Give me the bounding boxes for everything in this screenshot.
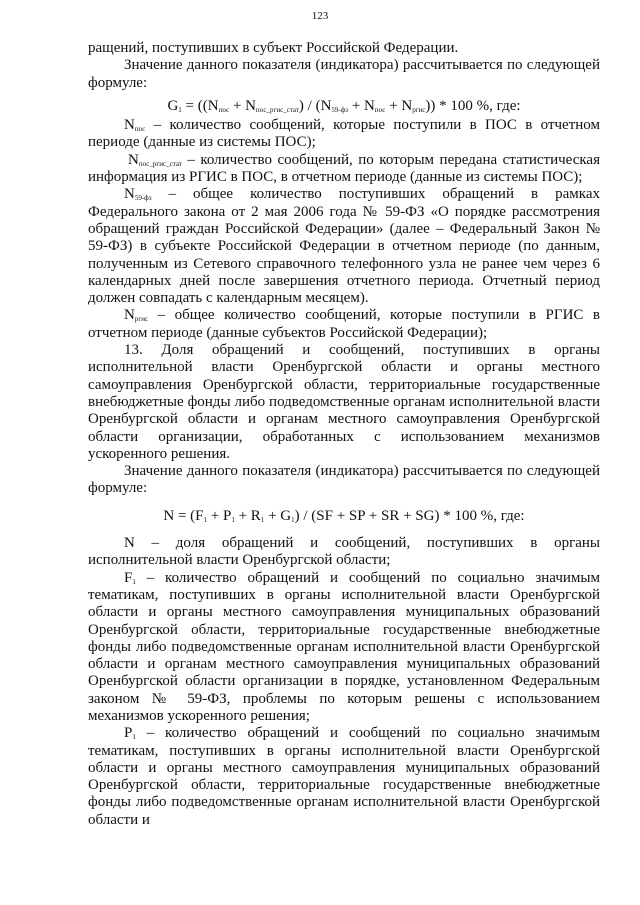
paragraph-continuation: ращений, поступивших в субъект Российской Федерации.	[88, 40, 459, 56]
formula-g1: $G_1 = ((N_{пос} + N_{пос\_ргис\_стат}) / (N_{59-фз} + N_{пос} + N_{ргис})) * 100$ %, где:	[167, 97, 521, 114]
definition-n59: $N_{59-фз}$ – общее количество поступивших обращений в рамках Федерального закона от 2 мая 2006 года № 59-ФЗ «О порядке рассмотрения обращений граждан Российской Федерации» (далее – Федеральный Закон № 59-ФЗ) в субъекте Российской Федерации в отчетном периоде (по данным, полученным из Сетевого справочного телефонного узла не ранее чем через 6 календарных дней после завершения отчетного периода. Отчетный период должен совпадать с календарным месяцем).	[88, 186, 600, 307]
paragraph-formula-intro-2: Значение данного показателя (индикатора) рассчитывается по следующей формуле:	[88, 463, 600, 497]
item-13: 13. Доля обращений и сообщений, поступивших в органы исполнительной власти Оренбургской области и органы местного самоуправления Оренбургской области, территориальные государственные внебюджетные фонды либо подведомственные органам исполнительной власти Оренбургской области и органам местного самоуправления Оренбургской области организации, обработанных с использованием механизмов ускоренного решения.	[88, 342, 600, 462]
definition-p1: $P_1$ – количество обращений и сообщений по социально значимым тематикам, поступивших в органы исполнительной власти Оренбургской области и органы местного самоуправления муниципальных образований Оренбургской области, территориальные государственные внебюджетные фонды либо подведомственные органам исполнительной власти Оренбургской области и	[88, 725, 600, 828]
document-body	[88, 40, 600, 829]
definition-n: N – доля обращений и сообщений, поступивших в органы исполнительной власти Оренбургской области;	[88, 535, 600, 569]
definition-nrgis: $N_{ргис}$ – общее количество сообщений, которые поступили в РГИС в отчетном периоде (данные субъектов Российской Федерации);	[88, 307, 600, 341]
definition-npos-rgis: $N_{пос\_ргис\_стат}$ – количество сообщений, по которым передана статистическая информация из РГИС в ПОС, в отчетном периоде (данные из системы ПОС);	[88, 151, 600, 186]
page-number: 123	[311, 10, 329, 22]
formula-n: $N = (F_1 + P_1 + R_1 + G_1) / (SF$ + SP + SR + SG) * 100 %, где:	[163, 507, 525, 524]
definition-npos: $N_{пос}$ – количество сообщений, которые поступили в ПОС в отчетном периоде (данные из системы ПОС);	[88, 117, 600, 151]
definition-f1: $F_1$ – количество обращений и сообщений по социально значимым тематикам, поступивших в органы исполнительной власти Оренбургской области и органы местного самоуправления муниципальных образований Оренбургской области, территориальные государственные внебюджетные фонды либо подведомственные органам исполнительной власти Оренбургской области и органам местного самоуправления муниципальных образований Оренбургской области организации в порядке, установленном Федеральным законом № 59-ФЗ, проблемы по которым решены с использованием механизмов ускоренного решения;	[88, 569, 600, 724]
paragraph-formula-intro: Значение данного показателя (индикатора) рассчитывается по следующей формуле:	[88, 57, 600, 91]
